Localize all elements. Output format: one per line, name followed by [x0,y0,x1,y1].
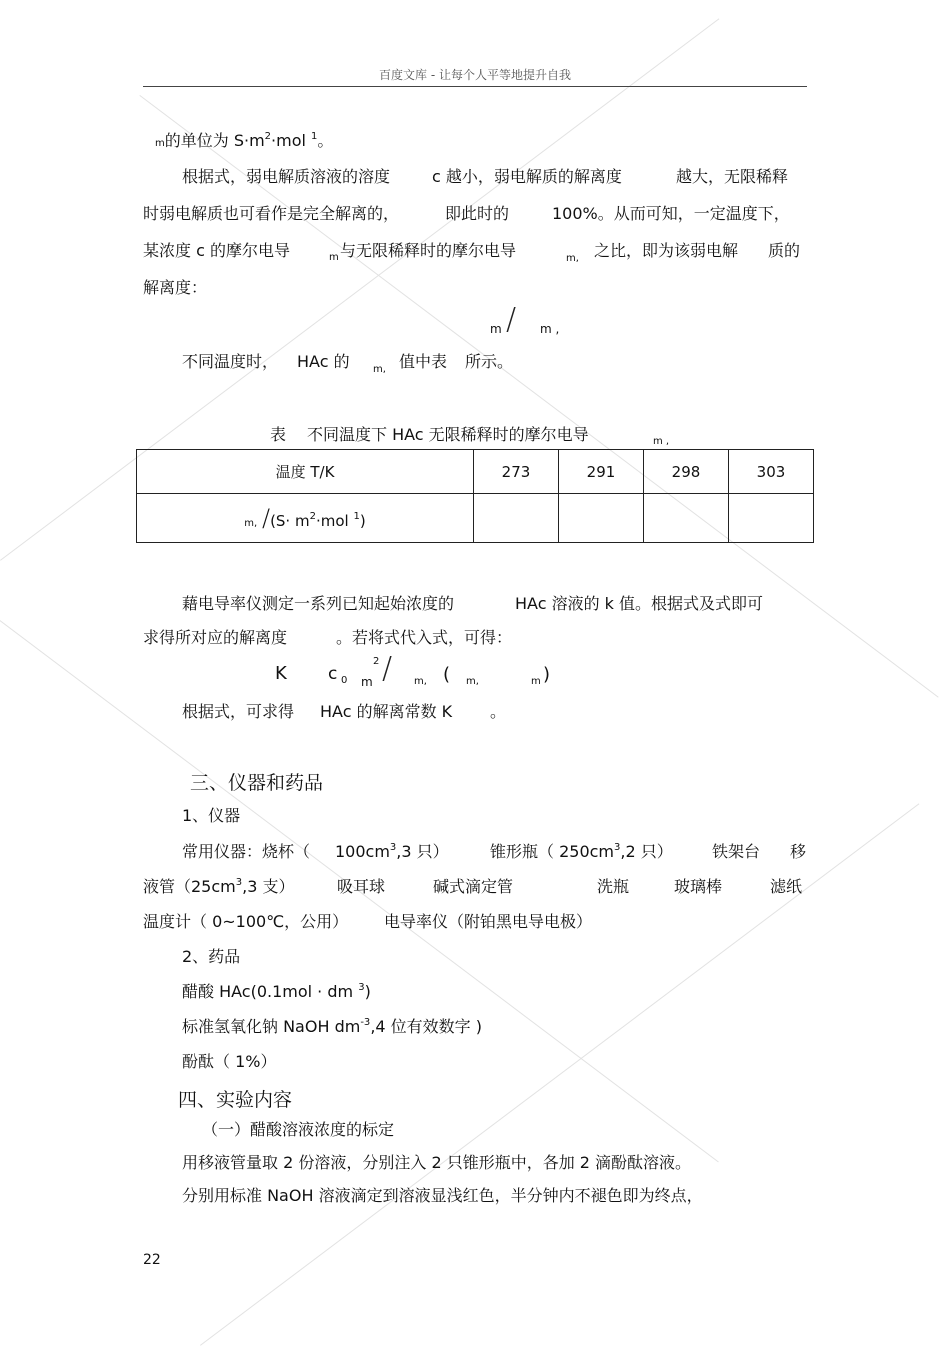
conductance-table [136,449,814,543]
text: ) [364,982,371,1001]
table-caption: 表 [270,425,287,444]
para-text: 某浓度 c 的摩尔电导 [143,241,290,260]
table-cell: 298 [644,450,729,494]
para-text: 100%。从而可知，一定温度下， [552,204,790,223]
formula-sup: 2 [373,656,380,667]
list-item [182,982,371,1005]
unit: (S· m [270,512,310,530]
list-item: 常用仪器：烧杯（ [182,842,311,861]
sup: 1 [353,511,360,522]
text: 的单位为 S·m [164,131,265,150]
sup: 3 [389,842,397,853]
table-caption: 不同温度下 HAc 无限稀释时的摩尔电导 [307,425,589,444]
sub-heading: 2、药品 [182,947,241,966]
table-cell [474,494,559,543]
list-item: 滤纸 [770,877,803,896]
table-cell: 303 [729,450,814,494]
sub-m: m, [244,518,258,529]
table-cell [137,494,474,543]
sup: 1 [311,131,318,142]
sup: 3 [235,877,243,888]
para-text: 根据式，可求得 [182,702,295,721]
formula-slash: / [506,302,517,337]
unit: ) [359,512,366,530]
sup: 2 [309,511,316,522]
text: 100cm [335,842,390,861]
list-item: 洗瓶 [597,877,630,896]
table-cell: 273 [474,450,559,494]
sub-m: m, [373,364,386,375]
unit-line [155,131,333,154]
sub-m: m [329,252,339,263]
section-title: 三、仪器和药品 [190,772,324,794]
list-item: 温度计（ 0~100℃，公用） [143,912,349,931]
text: ,3 只） [396,842,449,861]
list-item: 铁架台 [712,842,761,861]
list-item: 碱式滴定管 [433,877,514,896]
list-item: 吸耳球 [337,877,386,896]
formula-c: c [328,664,338,684]
section-title: 四、实验内容 [178,1089,293,1111]
para-text: 即此时的 [445,204,510,223]
para-text: 求得所对应的解离度 [143,628,288,647]
list-item: 酚酞（ 1%） [182,1052,277,1071]
para-text: 越大，无限稀释 [676,167,789,186]
para-text: 藉电导率仪测定一系列已知起始浓度的 [182,594,455,613]
text: 锥形瓶（ 250cm [490,842,615,861]
list-item: 电导率仪（附铂黑电导电极） [384,912,593,931]
para-text: c 越小，弱电解质的解离度 [432,167,622,186]
formula-m: m , [540,322,560,336]
formula-m: m, [414,676,427,687]
watermark-line [200,803,919,1345]
table-cell: 温度 T/K [137,450,474,494]
formula-m: m [361,675,373,689]
text: 。 [317,131,334,150]
text: ·mol [271,131,306,150]
sup: 3 [614,842,621,853]
text: 标准氢氧化钠 NaOH dm [182,1017,361,1036]
sub-heading: （一）醋酸溶液浓度的标定 [202,1120,395,1139]
para-text: 分别用标准 NaOH 溶液滴定到溶液显浅红色，半分钟内不褪色即为终点， [182,1186,703,1205]
para-text: 不同温度时， [182,352,279,371]
table-cell: 291 [559,450,644,494]
page-number: 22 [143,1252,161,1268]
table-cell [644,494,729,543]
sub-m: m [155,138,165,149]
para-text: HAc 溶液的 k 值。根据式及式即可 [515,594,764,613]
sup: 3 [358,982,365,993]
text: 醋酸 HAc(0.1mol · dm [182,982,354,1001]
table-cell [559,494,644,543]
list-item [490,842,673,865]
formula-K: K [275,663,287,684]
para-text: HAc 的解离常数 K [320,702,453,721]
para-text: 与无限稀释时的摩尔电导 [340,241,517,260]
formula-sub: 0 [341,675,348,686]
sub-m: m, [566,253,579,264]
table-row [137,494,814,543]
table-cell [729,494,814,543]
para-text: 用移液管量取 2 份溶液，分别注入 2 只锥形瓶中，各加 2 滴酚酞溶液。 [182,1153,692,1172]
para-text: 解离度： [143,278,208,297]
formula-m: m [490,322,502,336]
sub-heading: 1、仪器 [182,806,241,825]
table-row [137,450,814,494]
sup: -3 [360,1017,371,1028]
para-text: 根据式，弱电解质溶液的溶度 [182,167,391,186]
formula-slash: / [382,651,393,686]
formula-m: m [531,676,541,687]
text: ,4 位有效数字 ) [370,1017,482,1036]
list-item: 移 [790,842,807,861]
formula-paren: ) [543,664,551,685]
para-text: 。若将式代入式，可得： [336,628,513,647]
formula-paren: ( [443,664,451,685]
header-rule [143,86,807,87]
unit: ·mol [315,512,349,530]
para-text: 时弱电解质也可看作是完全解离的， [143,204,400,223]
sup: 2 [264,131,272,142]
list-item: 玻璃棒 [674,877,723,896]
para-text: 所示。 [465,352,514,371]
list-item [335,842,449,865]
text: ,3 支） [242,877,295,896]
slash: / [261,504,271,532]
para-text: 值中表 [399,352,448,371]
page-header: 百度文库 - 让每个人平等地提升自我 [379,68,571,82]
formula-m: m, [466,676,479,687]
text: ,2 只） [620,842,673,861]
sub-m: m , [653,436,670,447]
para-text: 质的 [768,241,801,260]
list-item [182,1017,482,1040]
para-text: HAc 的 [297,352,350,371]
para-text: 。 [490,702,507,721]
para-text: 之比，即为该弱电解 [594,241,739,260]
text: 液管（25cm [143,877,236,896]
list-item [143,877,294,900]
